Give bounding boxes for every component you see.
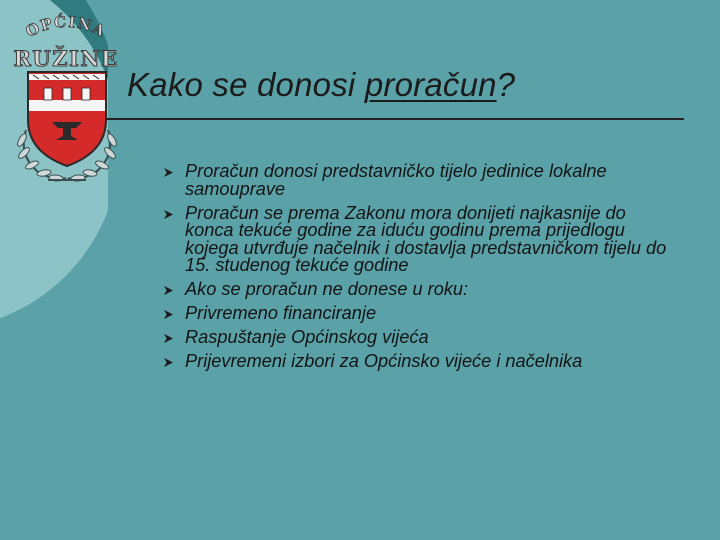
arrow-bullet-icon — [164, 168, 173, 177]
title-part-1: Kako se donosi — [127, 66, 365, 103]
logo-name-text: RUŽINE — [13, 46, 119, 71]
municipality-crest-logo — [8, 10, 126, 188]
slide-title — [127, 66, 515, 104]
arrow-bullet-icon — [164, 358, 173, 367]
bullet-text: Ako se proračun ne donese u roku: — [185, 279, 469, 300]
title-part-2: ? — [496, 66, 516, 103]
arrow-bullet-icon — [164, 286, 173, 295]
svg-text:OPĆINA — [23, 13, 109, 41]
arrow-bullet-icon — [164, 210, 173, 219]
logo-arc-text: OPĆINA — [23, 12, 110, 41]
bullet-item — [171, 305, 676, 323]
bullet-item — [171, 353, 676, 371]
title-underlined-word: proračun — [364, 66, 497, 103]
bullet-text: Privremeno financiranje — [185, 303, 377, 324]
bullet-text: Proračun donosi predstavničko tijelo jedinice lokalne samouprave — [185, 161, 607, 199]
bullet-item — [171, 281, 676, 299]
bullet-item — [171, 202, 676, 276]
bullet-text: Prijevremeni izbori za Općinsko vijeće i načelnika — [185, 351, 583, 372]
bullet-item — [171, 163, 676, 198]
bullet-item — [171, 329, 676, 347]
arrow-bullet-icon — [164, 310, 173, 319]
arrow-bullet-icon — [164, 334, 173, 343]
shield-icon — [28, 72, 106, 166]
bullet-text: Raspuštanje Općinskog vijeća — [185, 327, 429, 348]
bullet-text: Proračun se prema Zakonu mora donijeti najkasnije do konca tekuće godine za iduću godinu prema prijedlogu kojega utvrđuje načelnik i dostavlja predstavničkom tijelu do 15. studenog tekuće godine — [185, 202, 667, 276]
bullet-list — [171, 163, 676, 377]
title-underline-rule — [106, 118, 684, 120]
